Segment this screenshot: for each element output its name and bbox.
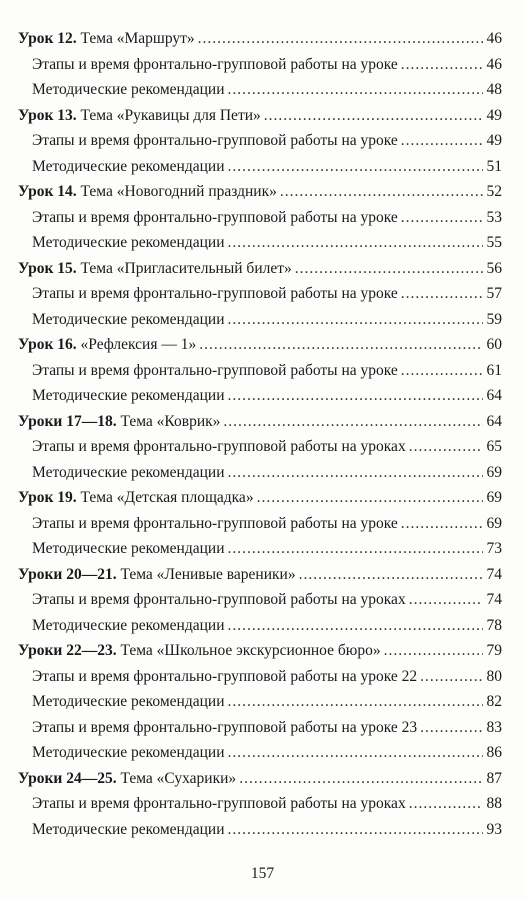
dot-leader <box>420 668 483 686</box>
toc-page-number: 53 <box>486 208 502 226</box>
dot-leader <box>295 260 483 278</box>
toc-entry-label <box>32 744 225 762</box>
toc-page-number: 52 <box>486 183 502 200</box>
toc-page-number: 83 <box>486 718 502 736</box>
toc-page-number: 73 <box>486 540 502 557</box>
toc-page-number: 64 <box>486 387 502 404</box>
toc-entry-title: Тема «Рукавицы для Пети» <box>80 106 261 124</box>
page-number: 157 <box>250 865 275 882</box>
dot-leader <box>401 56 483 74</box>
toc-page-number: 51 <box>486 157 502 175</box>
dot-leader <box>409 795 483 813</box>
toc-lesson-entry <box>18 183 502 209</box>
toc-subentry <box>18 285 502 311</box>
dot-leader <box>384 642 483 660</box>
toc-entry-title: Тема «Коврик» <box>120 412 221 430</box>
toc-entry-label <box>32 285 398 303</box>
lesson-number: Уроки 24—25. <box>18 769 117 787</box>
toc-subentry <box>18 693 502 719</box>
toc-page-number: 82 <box>486 693 502 710</box>
dot-leader <box>228 693 484 711</box>
dot-leader <box>223 413 483 431</box>
dot-leader <box>228 744 484 762</box>
toc-page-number: 49 <box>486 132 502 149</box>
dot-leader <box>228 540 484 558</box>
toc-lesson-entry <box>18 107 502 133</box>
dot-leader <box>228 234 484 252</box>
toc-entry-label <box>18 642 381 660</box>
toc-entry-title: Тема «Маршрут» <box>80 30 195 47</box>
toc-entry-title: Методические рекомендации <box>32 463 225 481</box>
toc-page-number: 46 <box>486 55 502 73</box>
toc-subentry <box>18 311 502 337</box>
dot-leader <box>228 387 484 405</box>
toc-page-number: 55 <box>486 234 502 251</box>
toc-entry-title: Этапы и время фронтально-групповой работы на уроке <box>32 208 398 226</box>
toc-entry-title: Этапы и время фронтально-групповой работы на уроках <box>32 438 406 455</box>
toc-entry-label <box>18 489 254 507</box>
toc-entry-title: Этапы и время фронтально-групповой работы на уроке <box>32 55 398 73</box>
toc-entry-label <box>32 362 398 380</box>
toc-page-number: 74 <box>486 565 502 583</box>
dot-leader <box>401 285 483 303</box>
toc-lesson-entry <box>18 642 502 668</box>
toc-entry-title: Этапы и время фронтально-групповой работы на уроке <box>32 285 398 302</box>
dot-leader <box>401 515 483 533</box>
dot-leader <box>299 566 483 584</box>
toc-entry-title: Методические рекомендации <box>32 81 225 98</box>
toc-entry-label <box>32 56 398 74</box>
dot-leader <box>409 591 483 609</box>
toc-lesson-entry <box>18 566 502 592</box>
table-of-contents <box>18 30 502 846</box>
lesson-number: Уроки 17—18. <box>18 412 117 430</box>
toc-subentry <box>18 668 502 694</box>
toc-page-number: 69 <box>486 514 502 532</box>
lesson-number: Урок 15. <box>18 259 77 277</box>
toc-entry-label <box>18 30 195 48</box>
toc-page-number: 64 <box>486 412 502 430</box>
dot-leader <box>228 464 484 482</box>
dot-leader <box>228 821 484 839</box>
toc-subentry <box>18 362 502 388</box>
toc-entry-title: Тема «Ленивые вареники» <box>120 565 296 583</box>
toc-subentry <box>18 795 502 821</box>
toc-page-number: 87 <box>486 769 502 787</box>
toc-entry-title: Тема «Детская площадка» <box>80 489 254 506</box>
toc-entry-label <box>32 158 225 176</box>
toc-page-number: 93 <box>486 820 502 838</box>
toc-entry-title: Методические рекомендации <box>32 310 225 328</box>
toc-entry-title: Методические рекомендации <box>32 540 225 557</box>
toc-entry-title: Методические рекомендации <box>32 744 225 761</box>
toc-entry-title: Тема «Сухарики» <box>120 769 237 787</box>
toc-entry-label <box>32 234 225 252</box>
toc-entry-title: Тема «Новогодний праздник» <box>80 183 277 200</box>
toc-entry-label <box>32 464 225 482</box>
toc-entry-label <box>18 260 292 278</box>
toc-entry-label <box>32 438 406 456</box>
toc-subentry <box>18 617 502 643</box>
toc-page-number: 65 <box>486 438 502 455</box>
toc-page-number: 74 <box>486 591 502 608</box>
toc-entry-label <box>18 413 220 431</box>
toc-page-number: 80 <box>486 667 502 685</box>
toc-subentry <box>18 438 502 464</box>
lesson-number: Урок 14. <box>18 183 77 200</box>
toc-entry-label <box>32 821 225 839</box>
toc-entry-label <box>32 540 225 558</box>
toc-entry-title: Методические рекомендации <box>32 387 225 404</box>
toc-entry-title: Методические рекомендации <box>32 820 225 838</box>
toc-entry-title: Методические рекомендации <box>32 693 225 710</box>
dot-leader <box>228 617 484 635</box>
toc-page-number: 86 <box>486 744 502 761</box>
toc-subentry <box>18 719 502 745</box>
toc-lesson-entry <box>18 770 502 796</box>
dot-leader <box>420 719 483 737</box>
toc-page-number: 56 <box>486 259 502 277</box>
toc-subentry <box>18 209 502 235</box>
toc-page-number: 48 <box>486 81 502 98</box>
dot-leader <box>199 336 483 354</box>
lesson-number: Урок 19. <box>18 489 77 506</box>
toc-page-number: 60 <box>486 336 502 353</box>
toc-entry-title: Тема «Пригласительный билет» <box>80 259 292 277</box>
toc-entry-label <box>32 209 398 227</box>
toc-subentry <box>18 234 502 260</box>
toc-subentry <box>18 158 502 184</box>
toc-lesson-entry <box>18 260 502 286</box>
toc-lesson-entry <box>18 489 502 515</box>
toc-entry-title: Этапы и время фронтально-групповой работы на уроках <box>32 591 406 608</box>
dot-leader <box>228 81 484 99</box>
toc-page-number: 59 <box>486 310 502 328</box>
toc-entry-label <box>32 81 225 99</box>
toc-entry-label <box>32 795 406 813</box>
toc-entry-label <box>32 132 398 150</box>
toc-subentry <box>18 515 502 541</box>
dot-leader <box>239 770 483 788</box>
toc-page-number: 69 <box>486 463 502 481</box>
toc-entry-title: Этапы и время фронтально-групповой работы на уроке 22 <box>32 667 418 685</box>
toc-entry-title: Этапы и время фронтально-групповой работы на уроке <box>32 514 398 532</box>
dot-leader <box>257 489 483 507</box>
toc-entry-label <box>18 336 196 354</box>
toc-page-number: 49 <box>486 106 502 124</box>
toc-entry-title: Этапы и время фронтально-групповой работы на уроке <box>32 132 398 149</box>
dot-leader <box>401 132 483 150</box>
toc-page-number: 61 <box>486 361 502 379</box>
dot-leader <box>401 362 483 380</box>
toc-entry-label <box>32 617 225 635</box>
toc-entry-label <box>32 719 417 737</box>
toc-entry-label <box>18 566 296 584</box>
dot-leader <box>228 311 484 329</box>
toc-subentry <box>18 591 502 617</box>
toc-entry-label <box>32 515 398 533</box>
toc-page-number: 78 <box>486 616 502 634</box>
toc-subentry <box>18 81 502 107</box>
dot-leader <box>228 158 484 176</box>
toc-page-number: 88 <box>486 795 502 812</box>
dot-leader <box>409 438 483 456</box>
toc-lesson-entry <box>18 336 502 362</box>
toc-lesson-entry <box>18 413 502 439</box>
toc-page-number: 46 <box>486 30 502 47</box>
toc-entry-title: Методические рекомендации <box>32 157 225 175</box>
toc-entry-title: Методические рекомендации <box>32 234 225 251</box>
toc-entry-title: «Рефлексия — 1» <box>80 336 197 353</box>
toc-entry-label <box>32 387 225 405</box>
toc-entry-label <box>32 591 406 609</box>
lesson-number: Уроки 22—23. <box>18 642 117 659</box>
toc-subentry <box>18 540 502 566</box>
toc-page-number: 79 <box>486 642 502 659</box>
dot-leader <box>401 209 483 227</box>
toc-subentry <box>18 387 502 413</box>
toc-page-number: 57 <box>486 285 502 302</box>
dot-leader <box>264 107 483 125</box>
toc-entry-title: Тема «Школьное экскурсионное бюро» <box>120 642 381 659</box>
toc-subentry <box>18 56 502 82</box>
toc-subentry <box>18 744 502 770</box>
toc-entry-title: Этапы и время фронтально-групповой работы на уроке <box>32 361 398 379</box>
lesson-number: Уроки 20—21. <box>18 565 117 583</box>
toc-subentry <box>18 464 502 490</box>
toc-entry-title: Методические рекомендации <box>32 616 225 634</box>
lesson-number: Урок 16. <box>18 336 77 353</box>
dot-leader <box>280 183 483 201</box>
toc-entry-label <box>18 107 261 125</box>
toc-lesson-entry <box>18 30 502 56</box>
dot-leader <box>198 30 483 48</box>
toc-entry-label <box>18 183 277 201</box>
toc-entry-label <box>32 668 417 686</box>
toc-entry-label <box>18 770 236 788</box>
toc-entry-title: Этапы и время фронтально-групповой работы на уроках <box>32 795 406 812</box>
toc-entry-label <box>32 311 225 329</box>
lesson-number: Урок 12. <box>18 30 77 47</box>
toc-subentry <box>18 132 502 158</box>
toc-entry-title: Этапы и время фронтально-групповой работы на уроке 23 <box>32 718 418 736</box>
toc-subentry <box>18 821 502 847</box>
lesson-number: Урок 13. <box>18 106 77 124</box>
toc-page-number: 69 <box>486 489 502 506</box>
toc-entry-label <box>32 693 225 711</box>
